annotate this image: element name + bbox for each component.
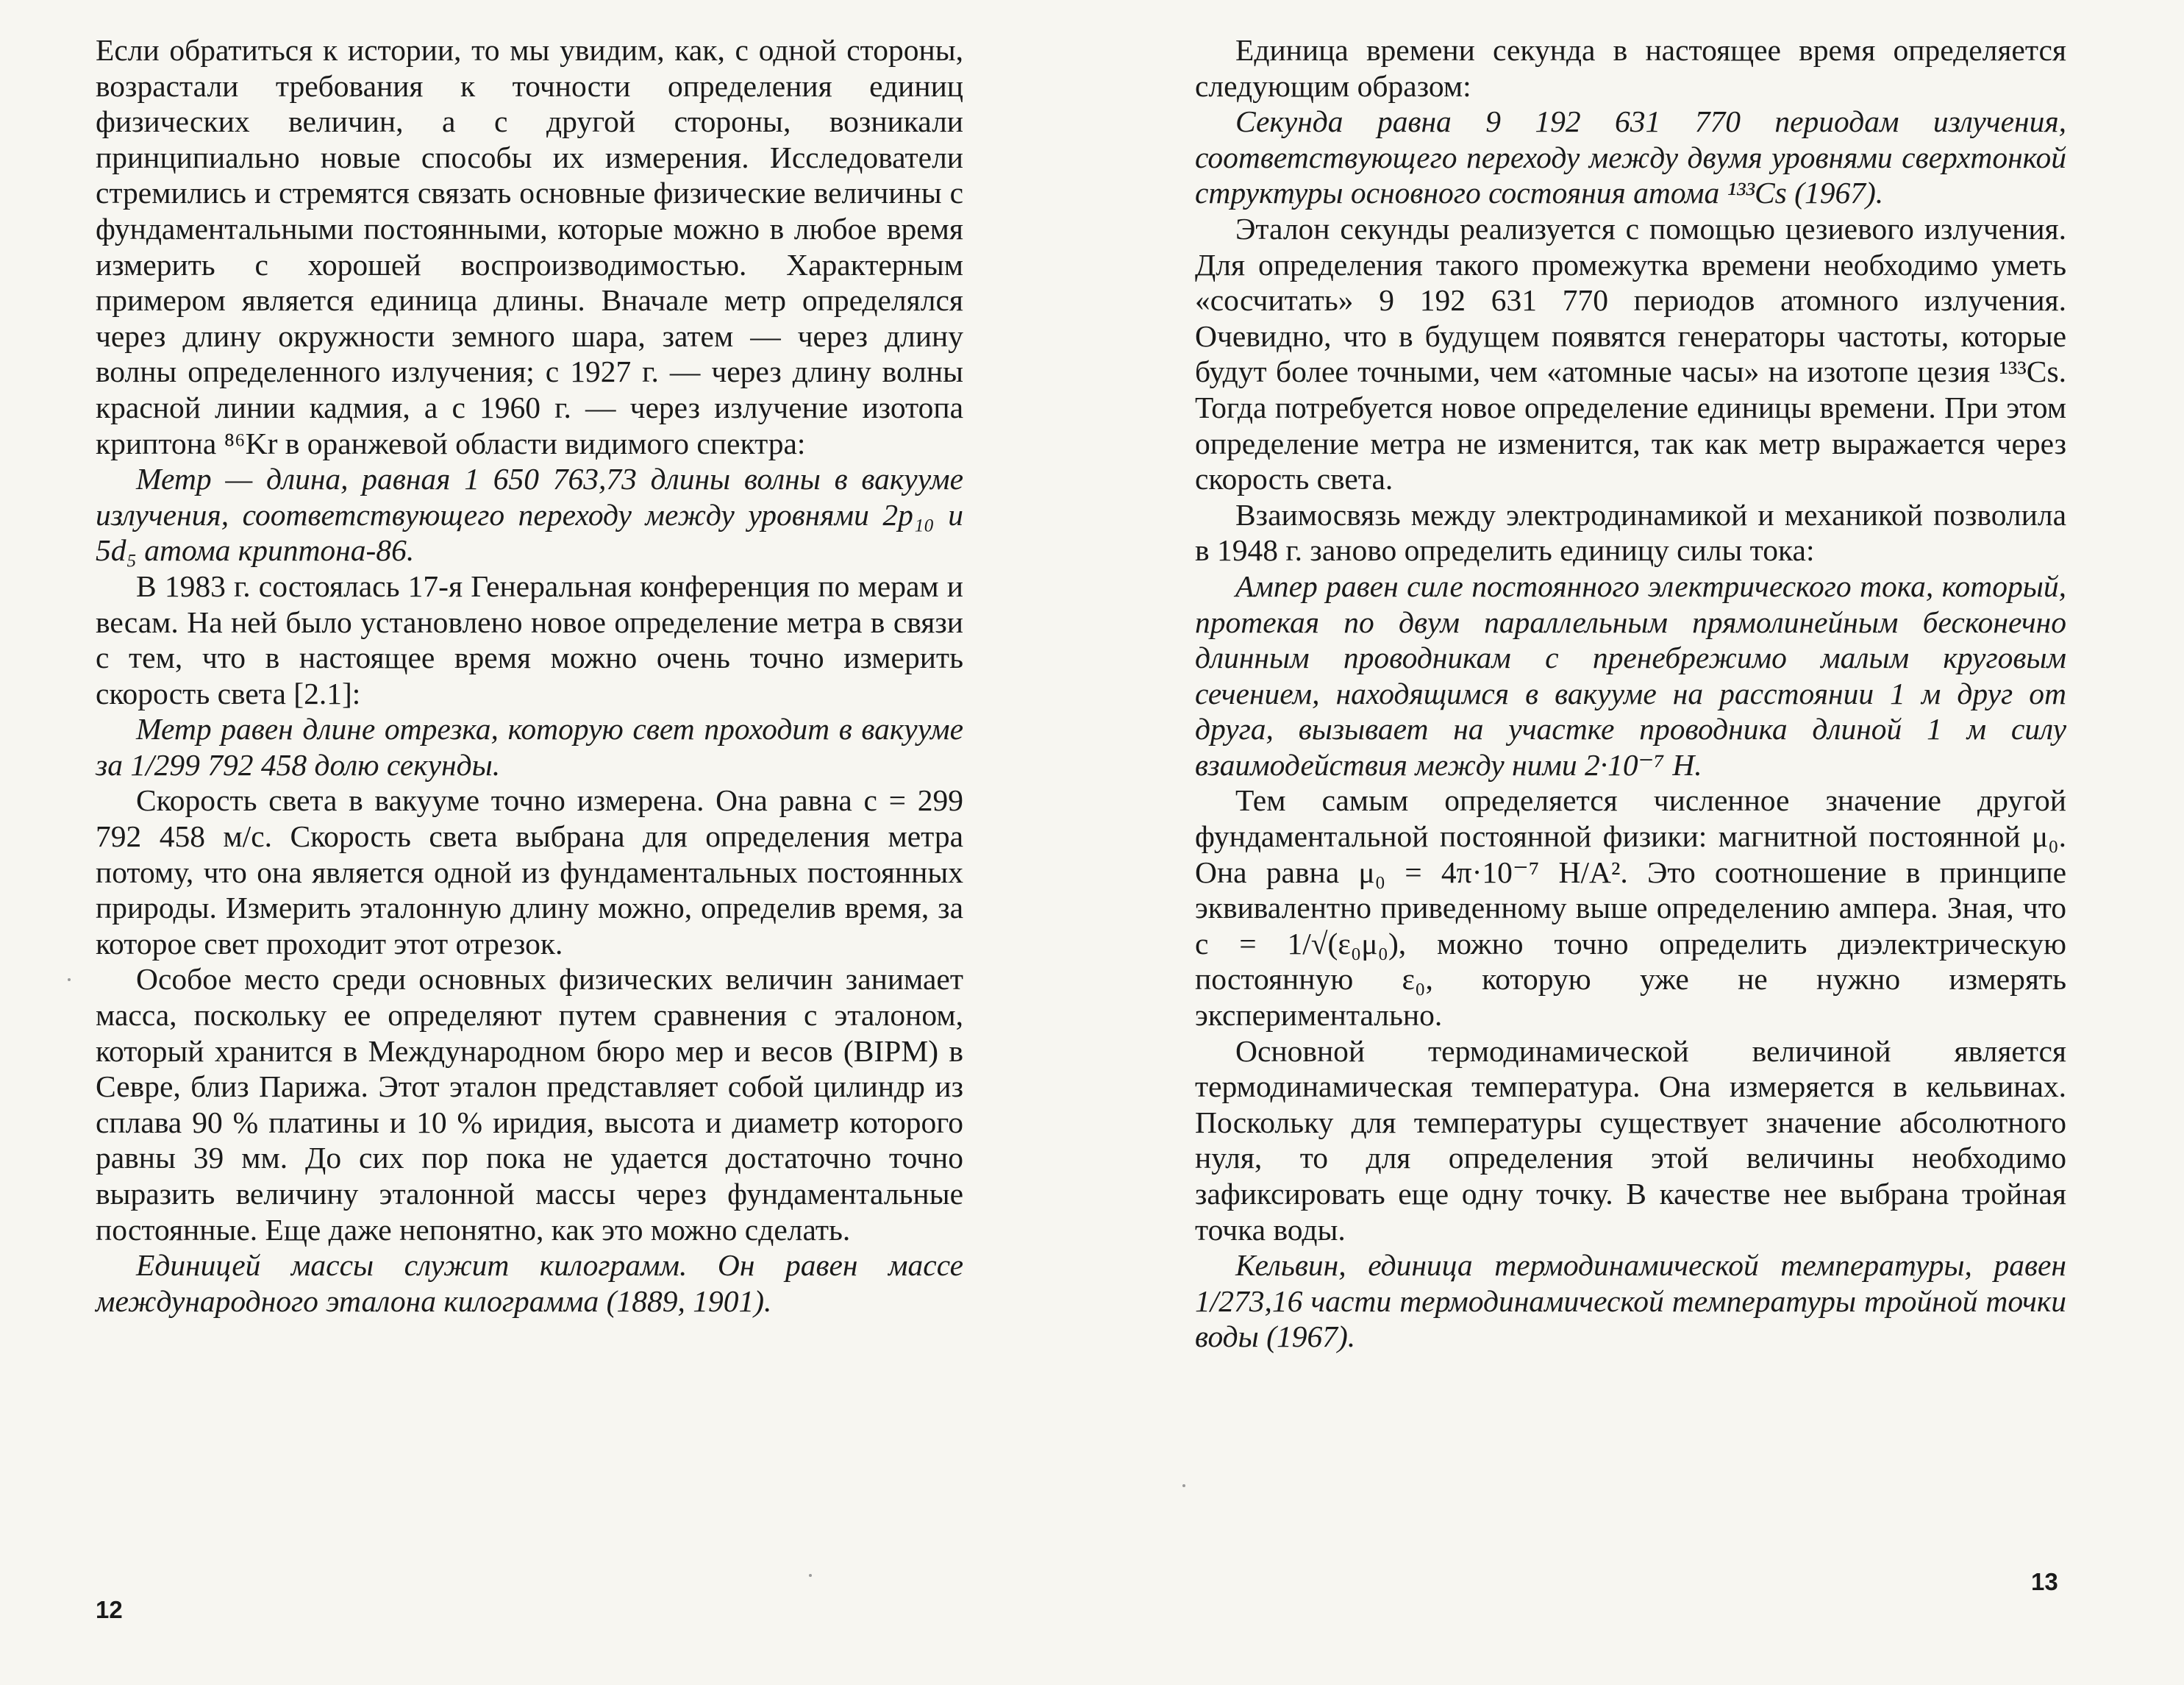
definition-second: Секунда равна 9 192 631 770 периодам излучения, соответствующего переходу между двумя уровнями сверхтонкой структуры основного состояния атома ¹³³Cs (1967). [1195,104,2066,210]
paragraph-second-intro: Единица времени секунда в настоящее время определяется следующим образом: [1195,33,2066,103]
definition-ampere: Ампер равен силе постоянного электрического тока, который, протекая по двум параллельным прямолинейным бесконечно длинным проводникам с пренебрежимо малым круговым сечением, находящимся в вакууме на расстоянии 1 м друг от друга, вызывает на участке проводника длиной 1 м силу взаимодействия между ними 2·10⁻⁷ Н. [1195,569,2066,782]
left-page-text [96,32,963,1319]
definition-metre-light: Метр равен длине отрезка, которую свет проходит в вакууме за 1/299 792 458 долю секунды. [96,712,963,782]
definition-kilogram: Единицей массы служит килограмм. Он равен массе международного эталона килограмма (1889, 1901). [96,1248,963,1318]
paragraph-mass: Особое место среди основных физических величин занимает масса, поскольку ее определяют путем сравнения с эталоном, который хранится в Международном бюро мер и весов (BIPM) в Севре, близ Парижа. Этот эталон представляет собой цилиндр из сплава 90 % платины и 10 % иридия, высота и диаметр которого равны 39 мм. До сих пор пока не удается достаточно точно выразить величину эталонной массы через фундаментальные постоянные. Еще даже непонятно, как это можно сделать. [96,962,963,1247]
page-number-right: 13 [2031,1568,2058,1595]
definition-metre-krypton: Метр — длина, равная 1 650 763,73 длины волны в вакууме излучения, соответствующего переходу между уровнями 2p₁₀ и 5d₅ атома криптона-86. [96,462,963,568]
definition-kelvin: Кельвин, единица термодинамической температуры, равен 1/273,16 части термодинамической температуры тройной точки воды (1967). [1195,1248,2066,1354]
paragraph-thermodynamics: Основной термодинамической величиной является термодинамическая температура. Она измеряется в кельвинах. Поскольку для температуры существует значение абсолютного нуля, то для определения этой величины необходимо зафиксировать еще одну точку. В качестве нее выбрана тройная точка воды. [1195,1033,2066,1247]
paragraph-conference-1983: В 1983 г. состоялась 17-я Генеральная конференция по мерам и весам. На ней было установлено новое определение метра в связи с тем, что в настоящее время можно очень точно измерить скорость света [2.1]: [96,569,963,710]
scan-speck [68,978,71,981]
paragraph-electrodynamics: Взаимосвязь между электродинамикой и механикой позволила в 1948 г. заново определить единицу силы тока: [1195,497,2066,568]
scan-speck [1182,1484,1185,1487]
paragraph-magnetic-constant: Тем самым определяется численное значение другой фундаментальной постоянной физики: магнитной постоянной μ₀. Она равна μ₀ = 4π·10⁻⁷ Н/А². Это соотношение в принципе эквивалентно приведенному выше определению ампера. Зная, что c = 1/√(ε₀μ₀), можно точно определить диэлектрическую постоянную ε₀, которую уже не нужно измерять экспериментально. [1195,783,2066,1033]
right-page-text [1195,32,2066,1355]
paragraph-cesium-standard: Эталон секунды реализуется с помощью цезиевого излучения. Для определения такого промежутка времени необходимо уметь «сосчитать» 9 192 631 770 периодов атомного излучения. Очевидно, что в будущем появятся генераторы частоты, которые будут более точными, чем «атомные часы» на изотопе цезия ¹³³Cs. Тогда потребуется новое определение единицы времени. При этом определение метра не изменится, так как метр выражается через скорость света. [1195,211,2066,496]
paragraph-history: Если обратиться к истории, то мы увидим, как, с одной стороны, возрастали требования к точности определения единиц физических величин, а с другой стороны, возникали принципиально новые способы их измерения. Исследователи стремились и стремятся связать основные физические величины с фундаментальными постоянными, которые можно в любое время измерить с хорошей воспроизводимостью. Характерным примером является единица длины. Вначале метр определялся через длину окружности земного шара, затем — через длину волны определенного излучения; с 1927 г. — через длину волны красной линии кадмия, а с 1960 г. — через излучение изотопа криптона ⁸⁶Kr в оранжевой области видимого спектра: [96,33,963,460]
page-number-left: 12 [96,1596,123,1623]
scan-speck [809,1574,812,1577]
paragraph-speed-of-light: Скорость света в вакууме точно измерена. Она равна c = 299 792 458 м/с. Скорость света выбрана для определения метра потому, что она является одной из фундаментальных постоянных природы. Измерить эталонную длину можно, определив время, за которое свет проходит этот отрезок. [96,783,963,961]
